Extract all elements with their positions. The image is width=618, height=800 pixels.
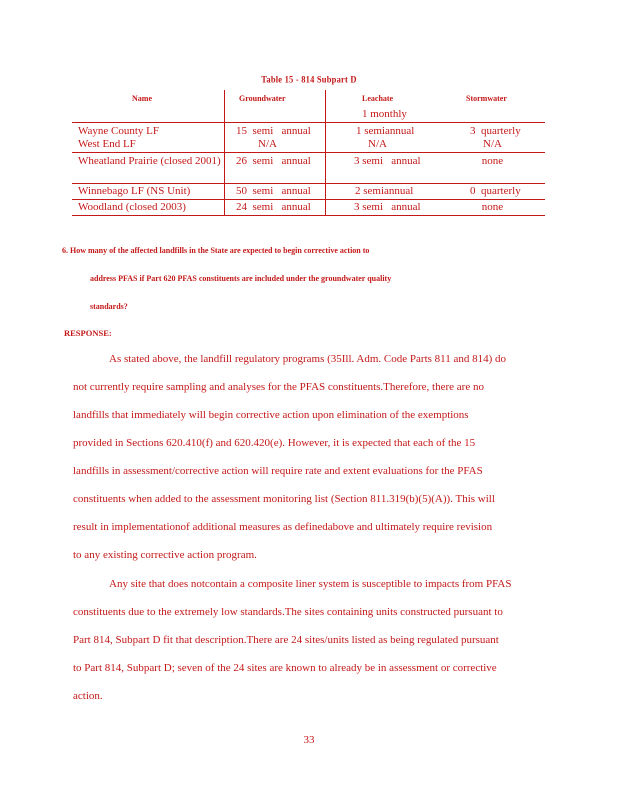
table-cell-groundwater: 26 semi annual <box>236 155 311 167</box>
paragraph-line: Any site that does notcontain a composite liner system is susceptible to impacts from PFAS <box>109 578 512 590</box>
table-cell-name: Wayne County LF <box>78 125 159 137</box>
table-cell-leachate: 1 semiannual <box>356 125 415 137</box>
table-cell-leachate: 2 semiannual <box>355 185 414 197</box>
table-rule <box>72 215 545 216</box>
paragraph-line: to Part 814, Subpart D; seven of the 24 sites are known to already be in assessment or corrective <box>73 662 497 674</box>
table-rule <box>72 199 545 200</box>
table-title: Table 15 - 814 Subpart D <box>261 73 357 85</box>
table-cell-groundwater: 15 semi annual <box>236 125 311 137</box>
response-paragraph-1 <box>73 345 543 569</box>
paragraph-line: constituents when added to the assessment monitoring list (Section 811.319(b)(5)(A)). This will <box>73 493 495 505</box>
paragraph-line: to any existing corrective action program. <box>73 549 257 561</box>
question-line: 6. How many of the affected landfills in the State are expected to begin corrective action to <box>62 246 370 255</box>
table-cell-leachate: N/A <box>368 138 387 150</box>
response-label: RESPONSE: <box>64 328 112 338</box>
header-groundwater: Groundwater <box>239 94 286 103</box>
table-rule <box>72 183 545 184</box>
page-number: 33 <box>303 734 315 746</box>
table-cell-name: West End LF <box>78 138 136 150</box>
paragraph-line: provided in Sections 620.410(f) and 620.420(e). However, it is expected that each of the 15 <box>73 437 476 449</box>
table-cell-name: Woodland (closed 2003) <box>78 201 186 213</box>
table-divider <box>224 90 225 216</box>
header-name: Name <box>132 94 152 103</box>
question-6 <box>62 237 542 321</box>
question-line: address PFAS if Part 620 PFAS constituents are included under the groundwater quality <box>90 274 392 283</box>
paragraph-line: As stated above, the landfill regulatory programs (35Ill. Adm. Code Parts 811 and 814) do <box>109 353 507 365</box>
table-rule <box>72 122 545 123</box>
response-paragraph-2 <box>73 570 543 710</box>
leachate-subheader: 1 monthly <box>362 108 407 120</box>
table-cell-groundwater: N/A <box>258 138 277 150</box>
question-line: standards? <box>90 302 128 311</box>
paragraph-line: not currently require sampling and analyses for the PFAS constituents.Therefore, there are no <box>73 381 484 393</box>
table-divider <box>325 90 326 216</box>
paragraph-line: Part 814, Subpart D fit that description.There are 24 sites/units listed as being regulated pursuant <box>73 634 499 646</box>
table-cell-stormwater: none <box>481 155 504 167</box>
header-stormwater: Stormwater <box>466 94 507 103</box>
table-cell-leachate: 3 semi annual <box>354 155 421 167</box>
table-cell-stormwater: none <box>481 201 504 213</box>
table-cell-stormwater: 0 quarterly <box>470 185 521 197</box>
header-leachate: Leachate <box>362 94 394 103</box>
table-cell-groundwater: 24 semi annual <box>236 201 311 213</box>
table-cell-name: Wheatland Prairie (closed 2001) <box>78 155 221 167</box>
table-cell-stormwater: N/A <box>483 138 502 150</box>
paragraph-line: result in implementationof additional measures as definedabove and ultimately require revision <box>73 521 493 533</box>
paragraph-line: landfills in assessment/corrective action will require rate and extent evaluations for the PFAS <box>73 465 483 477</box>
table-cell-leachate: 3 semi annual <box>354 201 421 213</box>
table-cell-name: Winnebago LF (NS Unit) <box>78 185 191 197</box>
table-cell-stormwater: 3 quarterly <box>470 125 521 137</box>
paragraph-line: action. <box>73 690 103 702</box>
table-cell-groundwater: 50 semi annual <box>236 185 311 197</box>
table-rule <box>72 152 545 153</box>
paragraph-line: constituents due to the extremely low standards.The sites containing units constructed pursuant to <box>73 606 503 618</box>
paragraph-line: landfills that immediately will begin corrective action upon elimination of the exemptions <box>73 409 469 421</box>
